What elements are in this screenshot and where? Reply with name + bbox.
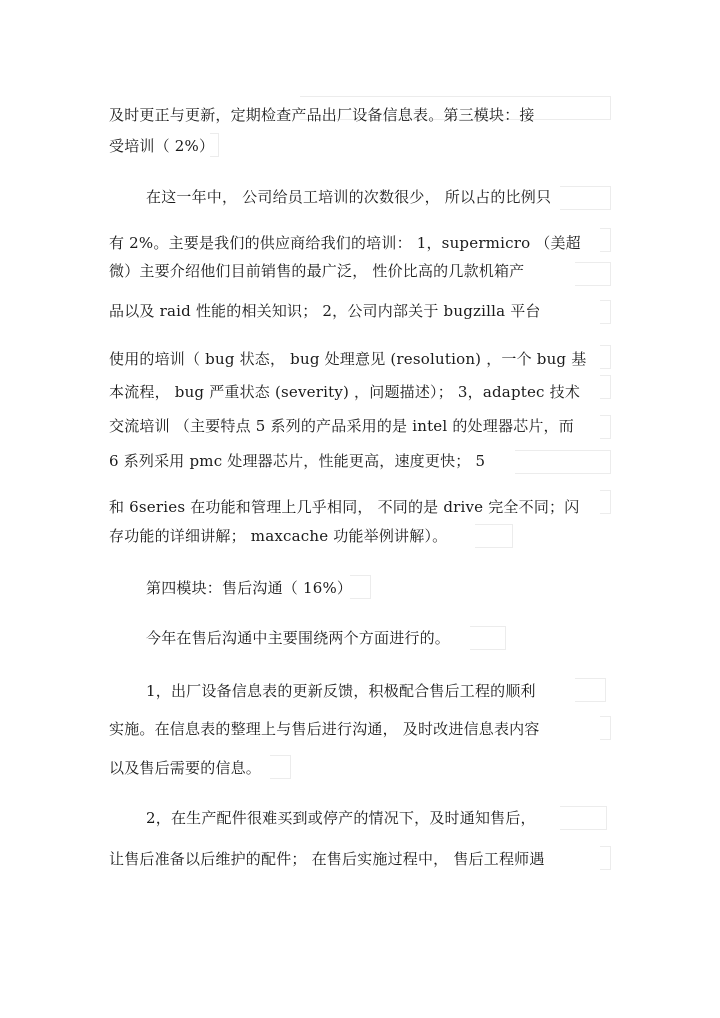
- text-line: 以及售后需要的信息。: [109, 759, 262, 777]
- border-rule: [470, 626, 506, 650]
- text-line: 和 6series 在功能和管理上几乎相同， 不同的是 drive 完全不同；闪: [109, 498, 580, 516]
- text-line: 6 系列采用 pmc 处理器芯片，性能更高，速度更快； 5: [109, 452, 486, 470]
- border-rule: [575, 262, 611, 286]
- section-heading: 第四模块：售后沟通（ 16%）: [146, 579, 353, 597]
- border-rule: [270, 755, 291, 779]
- text-line: 实施。在信息表的整理上与售后进行沟通， 及时改进信息表内容: [109, 720, 540, 738]
- text-line: 交流培训 （主要特点 5 系列的产品采用的是 intel 的处理器芯片，而: [109, 417, 574, 435]
- border-rule: [475, 524, 513, 548]
- text-line: 本流程， bug 严重状态 (severity) ，问题描述）； 3，adaptec 技术: [109, 383, 581, 401]
- text-line: 品以及 raid 性能的相关知识； 2，公司内部关于 bugzilla 平台: [109, 302, 541, 320]
- text-line: 有 2%。主要是我们的供应商给我们的培训： 1，supermicro （美超: [109, 234, 581, 252]
- border-rule: [560, 186, 611, 210]
- text-line: 今年在售后沟通中主要围绕两个方面进行的。: [146, 629, 451, 647]
- text-line: 2，在生产配件很难买到或停产的情况下，及时通知售后，: [146, 809, 536, 827]
- border-rule: [600, 228, 611, 252]
- text-line: 及时更正与更新，定期检查产品出厂设备信息表。第三模块：接: [109, 106, 535, 124]
- border-rule: [575, 678, 606, 702]
- border-rule: [600, 846, 611, 870]
- text-line: 存功能的详细讲解； maxcache 功能举例讲解）。: [109, 527, 448, 545]
- border-rule: [350, 575, 371, 599]
- border-rule: [600, 415, 611, 439]
- text-line: 受培训（ 2%）: [109, 137, 215, 155]
- text-line: 微）主要介绍他们目前销售的最广泛， 性价比高的几款机箱产: [109, 262, 525, 280]
- border-rule: [600, 300, 611, 324]
- border-rule: [600, 490, 611, 514]
- border-rule: [600, 375, 611, 399]
- text-line: 在这一年中， 公司给员工培训的次数很少， 所以占的比例只: [146, 188, 552, 206]
- text-line: 1，出厂设备信息表的更新反馈，积极配合售后工程的顺利: [146, 682, 536, 700]
- border-rule: [600, 716, 611, 740]
- border-rule: [600, 345, 611, 369]
- text-line: 使用的培训（ bug 状态， bug 处理意见 (resolution) ，一个 bug 基: [109, 350, 587, 368]
- border-rule: [515, 450, 611, 474]
- border-rule: [560, 806, 607, 830]
- text-line: 让售后准备以后维护的配件； 在售后实施过程中， 售后工程师遇: [109, 850, 545, 868]
